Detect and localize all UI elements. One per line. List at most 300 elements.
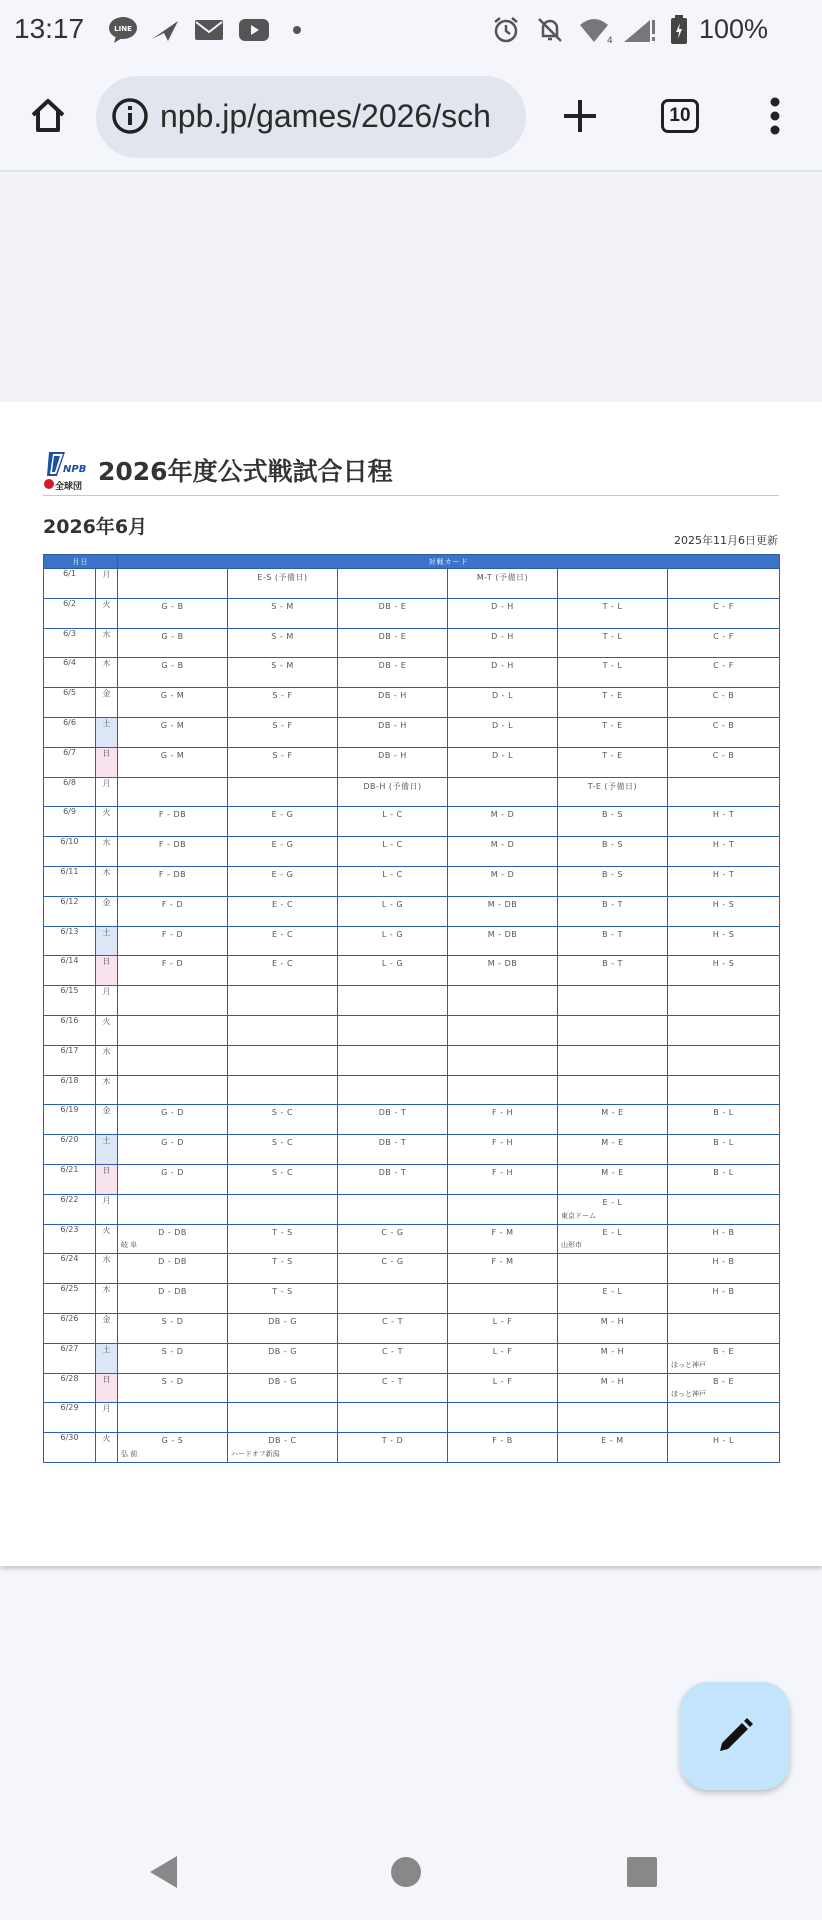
matchup: C - T [382, 1376, 403, 1386]
game-cell [668, 956, 780, 986]
table-row [44, 956, 780, 986]
weekday-cell: 月 [96, 986, 118, 1016]
matchup [228, 1046, 337, 1049]
game-cell [228, 1403, 338, 1433]
game-cell [338, 717, 448, 747]
matchup: DB - H [378, 720, 407, 730]
game-cell [228, 986, 338, 1016]
matchup [118, 1046, 227, 1049]
game-cell [668, 1105, 780, 1135]
game-cell [228, 1313, 338, 1343]
game-cell [228, 866, 338, 896]
game-cell [118, 747, 228, 777]
game-cell [338, 747, 448, 777]
matchup: C - F [713, 601, 734, 611]
address-bar[interactable] [96, 76, 526, 158]
date-cell: 6/12 [44, 896, 96, 926]
home-icon [28, 96, 68, 136]
matchup: F - D [161, 899, 184, 909]
matchup [668, 1314, 779, 1317]
matchup [668, 1403, 779, 1406]
table-row [44, 926, 780, 956]
game-cell [338, 1284, 448, 1314]
matchup: L - C [382, 869, 403, 879]
matchup: C - G [381, 1227, 404, 1237]
game-cell [558, 628, 668, 658]
matchup: S - C [271, 1138, 294, 1148]
matchup: S - F [272, 750, 293, 760]
date-cell: 6/21 [44, 1164, 96, 1194]
table-row [44, 1075, 780, 1105]
matchup: C - B [712, 750, 735, 760]
matchup: M - E [601, 1167, 624, 1177]
game-cell [228, 837, 338, 867]
game-cell [558, 1433, 668, 1463]
tab-count: 10 [661, 99, 699, 133]
matchup: M - DB [487, 959, 518, 969]
matchup: E - C [271, 959, 294, 969]
date-cell: 6/10 [44, 837, 96, 867]
matchup [558, 1403, 667, 1406]
site-info-icon[interactable] [110, 96, 150, 136]
game-cell [228, 1164, 338, 1194]
game-cell [558, 926, 668, 956]
game-cell [448, 628, 558, 658]
svg-text:4: 4 [607, 36, 613, 44]
game-cell [448, 1045, 558, 1075]
matchup [118, 1195, 227, 1198]
game-cell [228, 1194, 338, 1224]
game-cell [558, 1075, 668, 1105]
matchup: S - M [271, 661, 294, 671]
matchup: H - T [712, 840, 735, 850]
matchup: B - E [713, 1346, 735, 1356]
game-cell [338, 1135, 448, 1165]
game-cell [448, 1135, 558, 1165]
plus-icon [561, 97, 599, 135]
matchup [118, 1016, 227, 1019]
signal-icon [622, 16, 658, 44]
game-cell [118, 1224, 228, 1254]
table-row [44, 1284, 780, 1314]
game-cell [118, 1433, 228, 1463]
matchup: S - C [271, 1108, 294, 1118]
game-cell [228, 1373, 338, 1403]
game-cell [668, 628, 780, 658]
matchup [558, 986, 667, 989]
game-cell [228, 1254, 338, 1284]
game-cell [228, 598, 338, 628]
game-cell [338, 1164, 448, 1194]
matchup: B - S [601, 840, 624, 850]
matchup: G - D [161, 1138, 184, 1148]
weekday-cell: 水 [96, 1045, 118, 1075]
weekday-cell: 土 [96, 926, 118, 956]
weekday-cell: 土 [96, 717, 118, 747]
matchup: T - S [272, 1287, 293, 1297]
date-cell: 6/22 [44, 1194, 96, 1224]
game-cell [118, 837, 228, 867]
matchup [118, 569, 227, 572]
matchup: M - H [600, 1316, 625, 1326]
weekday-cell: 水 [96, 1254, 118, 1284]
game-cell [338, 1313, 448, 1343]
game-cell [448, 598, 558, 628]
table-header-row [44, 555, 780, 569]
game-cell [558, 658, 668, 688]
game-cell [228, 658, 338, 688]
game-cell [668, 1075, 780, 1105]
schedule-document [0, 402, 822, 1566]
weekday-cell: 日 [96, 1373, 118, 1403]
game-cell [448, 1164, 558, 1194]
game-cell [338, 1015, 448, 1045]
matchup: B - T [602, 959, 623, 969]
matchup [558, 1016, 667, 1019]
matchup: L - F [492, 1346, 513, 1356]
matchup: F - M [491, 1227, 514, 1237]
game-cell [338, 628, 448, 658]
table-row [44, 777, 780, 807]
game-cell [338, 569, 448, 599]
matchup: M - DB [487, 929, 518, 939]
game-cell [228, 1105, 338, 1135]
matchup: F - H [491, 1108, 514, 1118]
game-cell [228, 807, 338, 837]
matchup: F - DB [158, 840, 187, 850]
table-row [44, 569, 780, 599]
header-date: 月日 [44, 555, 118, 569]
game-cell [448, 926, 558, 956]
game-cell [228, 1045, 338, 1075]
matchup: L - G [381, 959, 404, 969]
game-cell [338, 986, 448, 1016]
game-cell [668, 598, 780, 628]
matchup: E - L [602, 1287, 623, 1297]
matchup [448, 778, 557, 781]
matchup [668, 569, 779, 572]
matchup: B - S [601, 869, 624, 879]
table-row [44, 807, 780, 837]
edit-fab-button[interactable] [680, 1682, 790, 1790]
table-row [44, 1135, 780, 1165]
recents-button[interactable] [622, 1852, 662, 1892]
weekday-cell: 木 [96, 866, 118, 896]
matchup: DB - H [378, 750, 407, 760]
matchup: F - H [491, 1138, 514, 1148]
matchup: S - D [161, 1376, 184, 1386]
game-cell [228, 956, 338, 986]
matchup [558, 1046, 667, 1049]
matchup: L - G [381, 929, 404, 939]
table-row [44, 896, 780, 926]
game-cell [448, 1105, 558, 1135]
matchup [558, 1076, 667, 1079]
table-row [44, 628, 780, 658]
weekday-cell: 月 [96, 569, 118, 599]
game-cell [448, 1015, 558, 1045]
matchup: G - S [161, 1436, 184, 1446]
table-row [44, 688, 780, 718]
game-cell [338, 598, 448, 628]
game-cell [228, 1015, 338, 1045]
game-cell [558, 1403, 668, 1433]
matchup: G - D [161, 1167, 184, 1177]
game-cell [558, 1105, 668, 1135]
matchup: D - DB [158, 1257, 187, 1267]
game-cell [448, 896, 558, 926]
status-bar [0, 0, 822, 62]
game-cell [668, 1135, 780, 1165]
game-cell [448, 807, 558, 837]
mute-icon [536, 16, 564, 44]
new-tab-button[interactable] [556, 92, 604, 140]
date-cell: 6/18 [44, 1075, 96, 1105]
game-cell [448, 1433, 558, 1463]
wifi-icon [578, 16, 614, 44]
game-cell [558, 1224, 668, 1254]
matchup: B - S [601, 810, 624, 820]
tab-switcher-button[interactable] [656, 92, 704, 140]
svg-text:LINE: LINE [114, 25, 132, 33]
matchup [118, 1076, 227, 1079]
date-cell: 6/20 [44, 1135, 96, 1165]
matchup: E - L [602, 1227, 623, 1237]
game-cell [668, 1343, 780, 1373]
game-cell [118, 628, 228, 658]
game-cell [558, 866, 668, 896]
table-row [44, 1254, 780, 1284]
send-icon [150, 16, 180, 44]
table-row [44, 717, 780, 747]
weekday-cell: 日 [96, 1164, 118, 1194]
game-cell [448, 569, 558, 599]
matchup: E - L [602, 1197, 623, 1207]
weekday-cell: 月 [96, 777, 118, 807]
venue-label: ほっと神戸 [671, 1390, 706, 1399]
game-cell [558, 986, 668, 1016]
back-triangle-icon [147, 1854, 181, 1890]
game-cell [338, 688, 448, 718]
game-cell [558, 1373, 668, 1403]
matchup: T - S [272, 1257, 293, 1267]
matchup [338, 1403, 447, 1406]
weekday-cell: 金 [96, 1105, 118, 1135]
game-cell [228, 1433, 338, 1463]
game-cell [118, 866, 228, 896]
game-cell [558, 1135, 668, 1165]
home-nav-button[interactable] [386, 1852, 426, 1892]
weekday-cell: 月 [96, 1194, 118, 1224]
game-cell [338, 896, 448, 926]
date-cell: 6/24 [44, 1254, 96, 1284]
game-cell [118, 1164, 228, 1194]
game-cell [118, 956, 228, 986]
date-cell: 6/17 [44, 1045, 96, 1075]
venue-label: 東京ドーム [561, 1211, 596, 1220]
game-cell [118, 896, 228, 926]
game-cell [228, 896, 338, 926]
matchup: T - E [602, 750, 623, 760]
matchup: DB-H (予備日) [363, 781, 422, 791]
game-cell [338, 1343, 448, 1373]
date-cell: 6/26 [44, 1313, 96, 1343]
matchup [448, 1195, 557, 1198]
game-cell [448, 1254, 558, 1284]
game-cell [668, 1254, 780, 1284]
matchup: F - DB [158, 869, 187, 879]
game-cell [448, 777, 558, 807]
weekday-cell: 土 [96, 1343, 118, 1373]
matchup [448, 1284, 557, 1287]
matchup: T - E [602, 720, 623, 730]
game-cell [228, 926, 338, 956]
date-cell: 6/30 [44, 1433, 96, 1463]
venue-label: 岐 阜 [121, 1241, 138, 1250]
date-cell: 6/7 [44, 747, 96, 777]
matchup [338, 1016, 447, 1019]
game-cell [668, 717, 780, 747]
matchup [448, 1076, 557, 1079]
matchup: F - D [161, 929, 184, 939]
home-button[interactable] [24, 92, 72, 140]
url-text[interactable]: npb.jp/games/2026/sch [160, 98, 491, 134]
game-cell [668, 747, 780, 777]
matchup: DB - E [378, 601, 407, 611]
mail-icon [194, 16, 224, 44]
game-cell [448, 1373, 558, 1403]
game-cell [118, 1075, 228, 1105]
matchup: C - F [713, 661, 734, 671]
more-menu-button[interactable] [762, 88, 788, 144]
matchup: H - S [712, 959, 735, 969]
game-cell [448, 1403, 558, 1433]
back-button[interactable] [144, 1852, 184, 1892]
game-cell [558, 1045, 668, 1075]
game-cell [668, 1015, 780, 1045]
table-row [44, 658, 780, 688]
matchup: F - D [161, 959, 184, 969]
line-icon [108, 16, 138, 44]
matchup: H - B [712, 1257, 735, 1267]
table-row [44, 1373, 780, 1403]
matchup: L - C [382, 840, 403, 850]
matchup: D - DB [158, 1287, 187, 1297]
matchup [338, 1076, 447, 1079]
date-cell: 6/23 [44, 1224, 96, 1254]
table-row [44, 1194, 780, 1224]
game-cell [558, 1343, 668, 1373]
matchup [338, 1284, 447, 1287]
game-cell [558, 688, 668, 718]
game-cell [668, 658, 780, 688]
browser-toolbar [0, 62, 822, 172]
table-row [44, 1164, 780, 1194]
game-cell [118, 1015, 228, 1045]
date-cell: 6/16 [44, 1015, 96, 1045]
matchup: G - M [160, 750, 185, 760]
game-cell [338, 866, 448, 896]
game-cell [448, 658, 558, 688]
date-cell: 6/1 [44, 569, 96, 599]
date-cell: 6/9 [44, 807, 96, 837]
game-cell [668, 866, 780, 896]
game-cell [448, 956, 558, 986]
game-cell [118, 1194, 228, 1224]
table-row [44, 837, 780, 867]
matchup: S - M [271, 601, 294, 611]
matchup [448, 986, 557, 989]
game-cell [118, 1254, 228, 1284]
game-cell [228, 1224, 338, 1254]
game-cell [558, 717, 668, 747]
game-cell [118, 777, 228, 807]
game-cell [448, 1313, 558, 1343]
matchup: DB - E [378, 661, 407, 671]
matchup: G - B [161, 631, 184, 641]
date-cell: 6/15 [44, 986, 96, 1016]
matchup: T - L [602, 661, 623, 671]
weekday-cell: 月 [96, 1403, 118, 1433]
venue-label: 弘 前 [121, 1449, 138, 1458]
game-cell [448, 986, 558, 1016]
matchup [338, 986, 447, 989]
table-row [44, 1224, 780, 1254]
matchup: L - G [381, 899, 404, 909]
matchup: DB - T [378, 1167, 407, 1177]
weekday-cell: 日 [96, 956, 118, 986]
game-cell [558, 896, 668, 926]
game-cell [338, 1373, 448, 1403]
home-circle-icon [390, 1856, 422, 1888]
weekday-cell: 水 [96, 628, 118, 658]
matchup: T - L [602, 631, 623, 641]
matchup: E - C [271, 929, 294, 939]
game-cell [668, 1164, 780, 1194]
doc-header [43, 444, 779, 496]
game-cell [338, 807, 448, 837]
matchup: E - G [271, 869, 294, 879]
weekday-cell: 木 [96, 658, 118, 688]
table-row [44, 1313, 780, 1343]
date-cell: 6/3 [44, 628, 96, 658]
matchup: T - S [272, 1227, 293, 1237]
weekday-cell: 土 [96, 1135, 118, 1165]
matchup: T - E [602, 691, 623, 701]
game-cell [228, 628, 338, 658]
game-cell [558, 1254, 668, 1284]
game-cell [558, 1164, 668, 1194]
matchup: E-S (予備日) [257, 573, 308, 582]
matchup: C - G [381, 1257, 404, 1267]
game-cell [228, 569, 338, 599]
matchup [448, 1046, 557, 1049]
matchup: DB - H [378, 691, 407, 701]
page-title: 2026年度公式戦試合日程 [98, 457, 393, 486]
table-row [44, 866, 780, 896]
schedule-table [43, 554, 780, 1463]
date-cell: 6/29 [44, 1403, 96, 1433]
matchup: S - M [271, 631, 294, 641]
weekday-cell: 木 [96, 1284, 118, 1314]
game-cell [118, 1313, 228, 1343]
matchup: C - B [712, 691, 735, 701]
game-cell [118, 807, 228, 837]
game-cell [558, 598, 668, 628]
matchup: E - G [271, 840, 294, 850]
matchup [668, 1076, 779, 1079]
matchup: S - D [161, 1346, 184, 1356]
